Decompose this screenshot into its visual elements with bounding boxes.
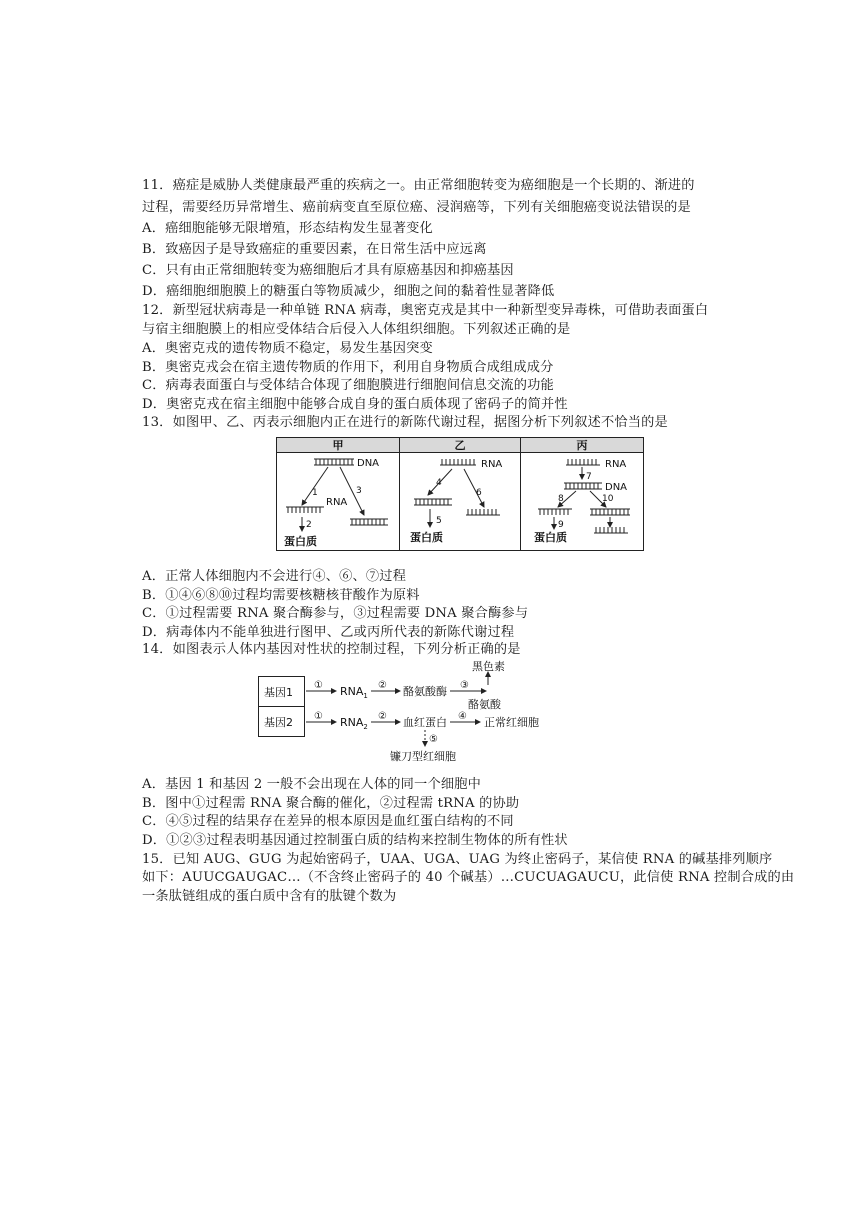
panel-bing xyxy=(534,459,630,544)
q14-stem: 14．如图表示人体内基因对性状的控制过程，下列分析正确的是 xyxy=(142,642,521,657)
q11-stem-line1: 11．癌症是威胁人类健康最严重的疾病之一。由正常细胞转变为癌细胞是一个长期的、渐进的 xyxy=(142,178,695,193)
jia-rna-label: RNA xyxy=(326,497,348,508)
q14-option-d: D．①②③过程表明基因通过控制蛋白质的结构来控制生物体的所有性状 xyxy=(142,833,568,848)
svg-text:6: 6 xyxy=(476,488,482,498)
melanin-label: 黑色素 xyxy=(472,660,505,673)
panel-yi-label: 乙 xyxy=(454,439,466,452)
sickle-rbc-label: 镰刀型红细胞 xyxy=(390,750,456,763)
q14-option-b: B．图中①过程需 RNA 聚合酶的催化，②过程需 tRNA 的协助 xyxy=(142,796,520,811)
q12-stem-line2: 与宿主细胞膜上的相应受体结合后侵入人体组织细胞。下列叙述正确的是 xyxy=(142,322,571,337)
rna2-label: $RNA_2$ xyxy=(340,716,368,731)
svg-text:1: 1 xyxy=(312,488,318,498)
q12-stem-line1: 12．新型冠状病毒是一种单链 RNA 病毒，奥密克戎是其中一种新型变异毒株，可借助表面蛋白 xyxy=(142,303,709,318)
svg-text:7: 7 xyxy=(586,472,592,482)
normal-rbc-label: 正常红细胞 xyxy=(484,716,539,729)
svg-text:②: ② xyxy=(378,680,387,691)
bing-protein-label: 蛋白质 xyxy=(534,531,567,544)
panel-jia-label: 甲 xyxy=(332,439,344,452)
svg-text:10: 10 xyxy=(602,494,614,504)
svg-text:5: 5 xyxy=(436,516,442,526)
svg-text:9: 9 xyxy=(558,520,564,530)
jia-protein-label: 蛋白质 xyxy=(284,535,317,548)
svg-text:②: ② xyxy=(378,711,387,722)
svg-text:③: ③ xyxy=(460,680,469,691)
svg-text:4: 4 xyxy=(436,478,442,488)
q14-option-c: C．④⑤过程的结果存在差异的根本原因是血红蛋白结构的不同 xyxy=(142,814,514,829)
svg-text:④: ④ xyxy=(458,711,467,722)
svg-text:⑤: ⑤ xyxy=(429,734,438,745)
q11-option-b: B．致癌因子是导致癌症的重要因素，在日常生活中应远离 xyxy=(142,242,487,257)
q11-option-d: D．癌细胞细胞膜上的糖蛋白等物质减少，细胞之间的黏着性显著降低 xyxy=(142,284,555,299)
q14-option-a: A．基因 1 和基因 2 一般不会出现在人体的同一个细胞中 xyxy=(142,777,481,792)
bing-rna-label: RNA xyxy=(605,459,627,470)
hemoglobin-label: 血红蛋白 xyxy=(403,716,447,729)
panel-bing-label: 丙 xyxy=(576,439,588,452)
q13-stem: 13．如图甲、乙、丙表示细胞内正在进行的新陈代谢过程，据图分析下列叙述不恰当的是 xyxy=(142,415,668,430)
yi-protein-label: 蛋白质 xyxy=(410,531,443,544)
bing-dna-label: DNA xyxy=(605,482,628,493)
q13-diagram xyxy=(276,437,644,551)
q11-stem-line2: 过程，需要经历异常增生、癌前病变直至原位癌、浸润癌等，下列有关细胞癌变说法错误的是 xyxy=(142,200,691,215)
yi-rna-label: RNA xyxy=(481,459,503,470)
q12-option-a: A．奥密克戎的遗传物质不稳定，易发生基因突变 xyxy=(142,341,433,356)
q12-option-b: B．奥密克戎会在宿主遗传物质的作用下，利用自身物质合成组成成分 xyxy=(142,360,554,375)
q15-stem-line2: 如下：AUUCGAUGAC…（不含终止密码子的 40 个碱基）…CUCUAGAUCU，此信使 RNA 控制合成的由 xyxy=(142,870,795,885)
q15-stem-line1: 15．已知 AUG、GUG 为起始密码子，UAA、UGA、UAG 为终止密码子，某信使 RNA 的碱基排列顺序 xyxy=(142,852,773,867)
q15-stem-line3: 一条肽链组成的蛋白质中含有的肽键个数为 xyxy=(142,889,397,904)
gene2-label: 基因2 xyxy=(264,716,293,729)
q11-option-a: A．癌细胞能够无限增殖，形态结构发生显著变化 xyxy=(142,221,433,236)
svg-text:①: ① xyxy=(314,680,323,691)
svg-text:2: 2 xyxy=(306,520,312,530)
panel-jia xyxy=(284,458,388,548)
gene1-label: 基因1 xyxy=(264,686,293,699)
q12-option-c: C．病毒表面蛋白与受体结合体现了细胞膜进行细胞间信息交流的功能 xyxy=(142,378,554,393)
svg-text:3: 3 xyxy=(356,486,362,496)
tyrosine-label: 酪氨酸 xyxy=(468,698,501,711)
q13-option-b: B．①④⑥⑧⑩过程均需要核糖核苷酸作为原料 xyxy=(142,588,420,603)
q13-option-a: A．正常人体细胞内不会进行④、⑥、⑦过程 xyxy=(142,569,407,584)
svg-text:8: 8 xyxy=(558,494,564,504)
q14-diagram xyxy=(258,658,550,768)
rna1-label: $RNA_1$ xyxy=(340,685,368,700)
jia-dna-label: DNA xyxy=(357,458,380,469)
q13-option-c: C．①过程需要 RNA 聚合酶参与，③过程需要 DNA 聚合酶参与 xyxy=(142,606,529,621)
q13-option-d: D．病毒体内不能单独进行图甲、乙或丙所代表的新陈代谢过程 xyxy=(142,625,515,640)
panel-yi xyxy=(410,459,502,544)
enzyme-label: 酪氨酸酶 xyxy=(403,685,447,698)
q12-option-d: D．奥密克戎在宿主细胞中能够合成自身的蛋白质体现了密码子的简并性 xyxy=(142,397,568,412)
q11-option-c: C．只有由正常细胞转变为癌细胞后才具有原癌基因和抑癌基因 xyxy=(142,263,514,278)
svg-text:①: ① xyxy=(314,711,323,722)
